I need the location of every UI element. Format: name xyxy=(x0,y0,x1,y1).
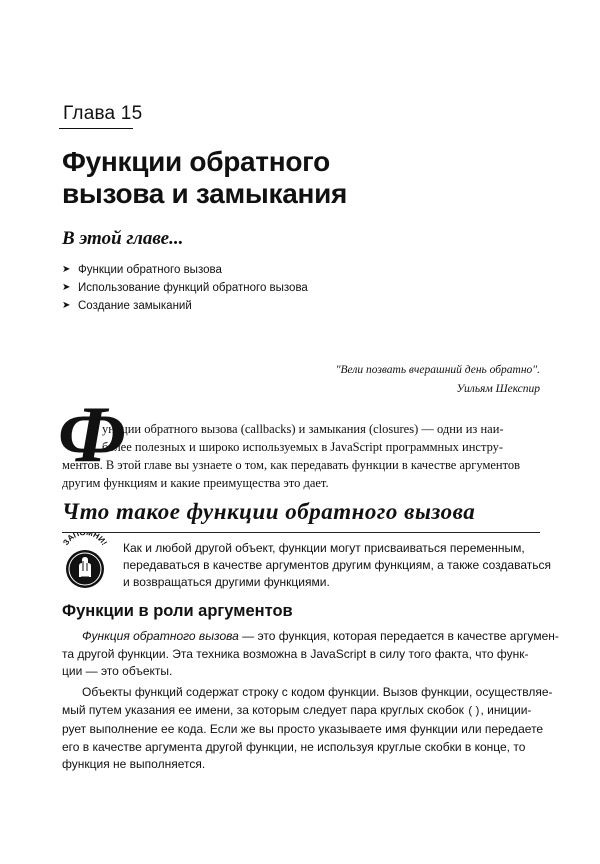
paragraph-line: Функция обратного вызова — это функция, которая передается в качестве аргумен- xyxy=(82,629,559,643)
arrow-bullet-icon: ➤ xyxy=(62,264,71,275)
remember-icon xyxy=(59,533,111,595)
intro-line: другим функциям и какие преимущества это дает. xyxy=(62,476,329,490)
note-line: Как и любой другой объект, функции могут присваиваться переменным, xyxy=(123,541,525,555)
intro-paragraph xyxy=(62,420,542,492)
in-this-chapter-heading: В этой главе... xyxy=(62,228,184,249)
list-item: ➤ Использование функций обратного вызова xyxy=(62,279,308,297)
arrow-bullet-icon: ➤ xyxy=(62,300,71,311)
note-line: и возвращаться другими функциями. xyxy=(123,575,330,589)
paragraph-function-objects xyxy=(62,684,553,774)
inline-code: () xyxy=(467,705,481,718)
arrow-bullet-icon: ➤ xyxy=(62,282,71,293)
chapter-label: Глава 15 xyxy=(63,103,143,124)
subsection-heading: Функции в роли аргументов xyxy=(62,602,293,620)
paragraph-line: та другой функции. Эта техника возможна в JavaScript в силу того факта, что функ- xyxy=(62,646,529,661)
intro-line: более полезных и широко используемых в JavaScript программных инстру- xyxy=(102,440,504,454)
drop-cap: Ф xyxy=(58,391,127,479)
remember-badge-label: ЗАП НИ! xyxy=(61,533,109,547)
paragraph-line: Объекты функций содержат строку с кодом функции. Вызов функции, осуществляе- xyxy=(82,685,553,699)
intro-line: ункции обратного вызова (callbacks) и замыкания (closures) — одни из наи- xyxy=(102,422,504,436)
svg-text:ЗАПОМНИ! xyxy=(61,533,109,547)
paragraph-line: мый путем указания ее имени, за которым следует пара круглых скобок (), иниции- xyxy=(62,702,532,718)
paragraph-line: его в качестве аргумента другой функции, не используя круглые скобки в конце, то xyxy=(62,739,526,754)
paragraph-callback-definition xyxy=(62,628,559,681)
chapter-title xyxy=(62,146,347,210)
in-this-chapter-list xyxy=(62,261,308,315)
term: Функция обратного вызова xyxy=(82,629,239,643)
epigraph-quote: "Вели позвать вчерашний день обратно". xyxy=(335,364,540,376)
chapter-underline xyxy=(59,128,133,129)
intro-line: ментов. В этой главе вы узнаете о том, как передавать функции в качестве аргументов xyxy=(62,458,521,472)
list-item: ➤ Создание замыканий xyxy=(62,297,308,315)
note-line: передаваться в качестве аргументов другим функциям, а также создаваться xyxy=(123,558,551,572)
section-rule xyxy=(62,532,540,533)
list-item: ➤ Функции обратного вызова xyxy=(62,261,308,279)
section-heading: Что такое функции обратного вызова xyxy=(62,499,476,524)
chapter-title-line-2: вызова и замыкания xyxy=(62,178,348,209)
paragraph-line: функция не выполняется. xyxy=(62,757,206,771)
epigraph-author: Уильям Шекспир xyxy=(456,383,540,395)
paragraph-line: рует выполнение ее кода. Если же вы просто указываете имя функции или передаете xyxy=(62,722,544,736)
paragraph-line: ции — это объекты. xyxy=(62,664,173,678)
remember-note xyxy=(123,540,551,591)
chapter-title-line-1: Функции обратного xyxy=(62,146,330,177)
epigraph xyxy=(240,361,540,399)
